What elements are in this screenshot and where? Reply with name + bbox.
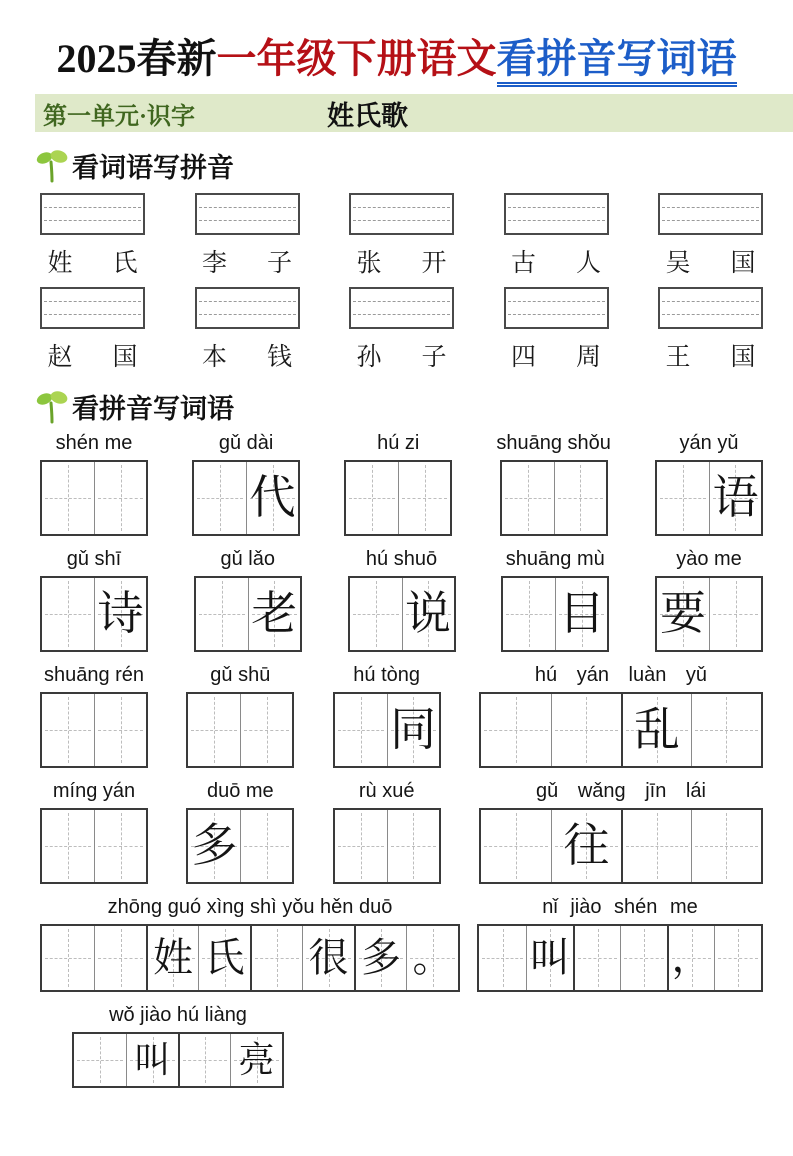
title-topic: 看拼音写词语 [497,36,737,87]
grid-cell [188,694,240,766]
word-label [349,337,454,373]
pinyin-label: míng yán [52,780,136,802]
grid-cell [335,810,387,882]
character-writing-area [0,432,793,1088]
word-unit [349,193,454,279]
section1-header [36,146,793,185]
grid-cell [481,694,551,766]
pinyin-write-box [658,193,763,235]
pinyin-label: shén me [55,432,133,454]
grid-cell [42,810,94,882]
pinyin-label: duō me [206,780,274,802]
word-character: 人 [576,250,602,277]
pinyin-label: hú zi [377,432,420,454]
pinyin-label: hú yán luàn yǔ [534,664,708,686]
word-unit [504,287,609,373]
pinyin-label: shuāng shǒu [496,432,611,454]
grid-cell [502,462,554,534]
worksheet-page [0,34,793,1156]
word-character: 国 [730,250,756,277]
grid-cell [42,462,94,534]
pinyin-write-box [504,287,609,329]
preprinted-character: 多 [191,820,238,871]
grid-unit [348,548,456,652]
grid-cell [346,462,398,534]
word-character: 李 [201,250,227,277]
pinyin-label: shuāng mù [505,548,605,570]
char-grid [344,460,452,536]
word-character: 赵 [47,344,73,371]
preprinted-character: 很 [308,935,349,980]
char-grid [479,692,763,768]
pinyin-box-row [40,193,763,279]
pinyin-write-box [40,287,145,329]
grid-cell [94,578,146,650]
word-character: 子 [267,250,293,277]
grid-cell [42,926,94,990]
char-grid [500,460,608,536]
char-grid [186,808,294,884]
preprinted-character: 叫 [134,1040,171,1080]
pinyin-label: gǔ dài [218,432,274,454]
sprout-icon [36,390,68,424]
grid-cell [198,926,250,990]
grid-row [40,780,763,884]
grid-cell [42,578,94,650]
word-character: 张 [356,250,382,277]
grid-cell [573,926,620,990]
pinyin-label: shuāng rén [43,664,145,686]
word-unit [195,193,300,279]
grid-cell [94,810,146,882]
word-unit [504,193,609,279]
grid-unit [496,432,611,536]
grid-cell [621,694,691,766]
word-character: 本 [201,344,227,371]
pinyin-label: rù xué [358,780,415,802]
char-grid [655,576,763,652]
title-year: 2025春新 [56,36,217,81]
grid-row [72,1004,763,1088]
pinyin-write-box [349,287,454,329]
word-unit [658,193,763,279]
grid-unit [192,432,300,536]
word-character: 四 [510,344,536,371]
grid-unit [655,548,763,652]
char-grid [40,460,148,536]
grid-row [40,548,763,652]
preprinted-character: 同 [390,704,437,755]
grid-cell [709,462,761,534]
pinyin-label: gǔ shī [66,548,122,570]
preprinted-character: 诗 [97,588,144,639]
word-label [195,337,300,373]
char-grid [40,692,148,768]
preprinted-character: 叫 [530,935,570,980]
word-character: 氏 [112,250,138,277]
pinyin-write-box [349,193,454,235]
grid-unit [479,780,763,884]
pinyin-write-box [504,193,609,235]
grid-cell [240,810,292,882]
grid-unit [186,780,294,884]
grid-cell [248,578,300,650]
word-label [658,337,763,373]
grid-cell [551,694,621,766]
section2-heading: 看拼音写词语 [72,394,234,424]
char-grid [186,692,294,768]
sprout-icon [36,149,68,183]
pinyin-label: nǐ jiào shén me [542,896,698,918]
grid-unit [479,664,763,768]
pinyin-label: gǔ shū [210,664,271,686]
char-grid [40,576,148,652]
grid-cell [714,926,761,990]
word-character: 王 [665,344,691,371]
grid-cell [178,1034,230,1086]
grid-cell [691,694,761,766]
grid-cell [479,926,526,990]
word-character: 周 [576,344,602,371]
section1-heading: 看词语写拼音 [72,153,234,183]
grid-unit [72,1004,284,1088]
word-unit [40,193,145,279]
pinyin-writing-area [0,193,793,373]
pinyin-box-row [40,287,763,373]
grid-cell [526,926,573,990]
word-label [195,243,300,279]
grid-cell [196,578,248,650]
word-character: 国 [112,344,138,371]
grid-cell [554,462,606,534]
grid-cell [657,462,709,534]
grid-cell [146,926,198,990]
grid-cell [657,578,709,650]
char-grid [40,924,460,992]
word-character: 国 [730,344,756,371]
grid-cell [691,810,761,882]
grid-unit [333,780,441,884]
preprinted-character: ， [671,935,712,980]
pinyin-label: hú tòng [353,664,421,686]
preprinted-character: 。 [412,935,453,980]
char-grid [655,460,763,536]
grid-cell [188,810,240,882]
page-title [0,34,793,84]
grid-unit [194,548,302,652]
word-unit [658,287,763,373]
grid-unit [344,432,452,536]
char-grid [333,692,441,768]
char-grid [501,576,609,652]
grid-cell [302,926,354,990]
preprinted-character: 多 [361,935,401,980]
grid-cell [94,462,146,534]
grid-cell [194,462,246,534]
word-label [504,337,609,373]
word-label [504,243,609,279]
word-character: 古 [510,250,536,277]
grid-cell [230,1034,282,1086]
grid-unit [655,432,763,536]
word-character: 子 [421,344,447,371]
char-grid [477,924,763,992]
char-grid [479,808,763,884]
grid-cell [387,810,439,882]
word-label [40,243,145,279]
grid-unit [477,896,763,992]
preprinted-character: 亮 [238,1040,275,1080]
grid-cell [354,926,406,990]
grid-unit [40,432,148,536]
word-label [658,243,763,279]
grid-cell [481,810,551,882]
char-grid [40,808,148,884]
word-character: 孙 [356,344,382,371]
grid-cell [551,810,621,882]
pinyin-write-box [195,287,300,329]
grid-cell [350,578,402,650]
pinyin-label: gǔ lǎo [220,548,275,570]
grid-cell [335,694,387,766]
word-unit [349,287,454,373]
preprinted-character: 说 [405,588,451,639]
grid-cell [240,694,292,766]
grid-row [40,664,763,768]
grid-unit [40,664,148,768]
grid-unit [40,780,148,884]
pinyin-label: hú shuō [365,548,438,570]
pinyin-label: wǒ jiào hú liàng [109,1004,247,1026]
grid-cell [503,578,555,650]
grid-unit [333,664,441,768]
pinyin-label: yán yǔ [679,432,739,454]
char-grid [72,1032,284,1088]
word-character: 姓 [47,250,73,277]
unit-banner [35,94,793,132]
word-character: 钱 [267,344,293,371]
word-unit [40,287,145,373]
grid-cell [94,694,146,766]
char-grid [194,576,302,652]
word-character: 开 [421,250,447,277]
grid-cell [667,926,714,990]
pinyin-label: yào me [676,548,742,570]
grid-row [40,432,763,536]
word-character: 吴 [665,250,691,277]
grid-unit [40,548,148,652]
word-unit [195,287,300,373]
word-label [349,243,454,279]
preprinted-character: 语 [712,472,759,523]
pinyin-write-box [658,287,763,329]
preprinted-character: 往 [563,820,610,871]
grid-cell [406,926,458,990]
grid-cell [620,926,667,990]
word-label [40,337,145,373]
grid-cell [621,810,691,882]
char-grid [333,808,441,884]
section2-header [36,387,793,426]
grid-cell [402,578,454,650]
grid-cell [94,926,146,990]
preprinted-character: 代 [249,472,296,523]
unit-label: 第一单元·识字 [43,103,196,130]
title-grade: 一年级下册语文 [216,36,497,81]
preprinted-character: 目 [558,588,605,639]
pinyin-label: zhōng guó xìng shì yǒu hěn duō [107,896,393,918]
preprinted-character: 老 [251,588,298,639]
grid-cell [709,578,761,650]
char-grid [348,576,456,652]
grid-cell [387,694,439,766]
preprinted-character: 乱 [633,704,680,755]
grid-cell [555,578,607,650]
pinyin-write-box [40,193,145,235]
grid-cell [126,1034,178,1086]
lesson-title: 姓氏歌 [327,100,409,131]
grid-cell [250,926,302,990]
grid-unit [40,896,460,992]
pinyin-write-box [195,193,300,235]
preprinted-character: 姓 [153,935,193,980]
grid-cell [246,462,298,534]
grid-row [40,896,763,992]
preprinted-character: 氏 [204,935,245,980]
pinyin-label: gǔ wǎng jīn lái [536,780,706,802]
grid-unit [186,664,294,768]
grid-cell [74,1034,126,1086]
grid-cell [398,462,450,534]
grid-unit [501,548,609,652]
char-grid [192,460,300,536]
grid-cell [42,694,94,766]
preprinted-character: 要 [660,588,706,639]
